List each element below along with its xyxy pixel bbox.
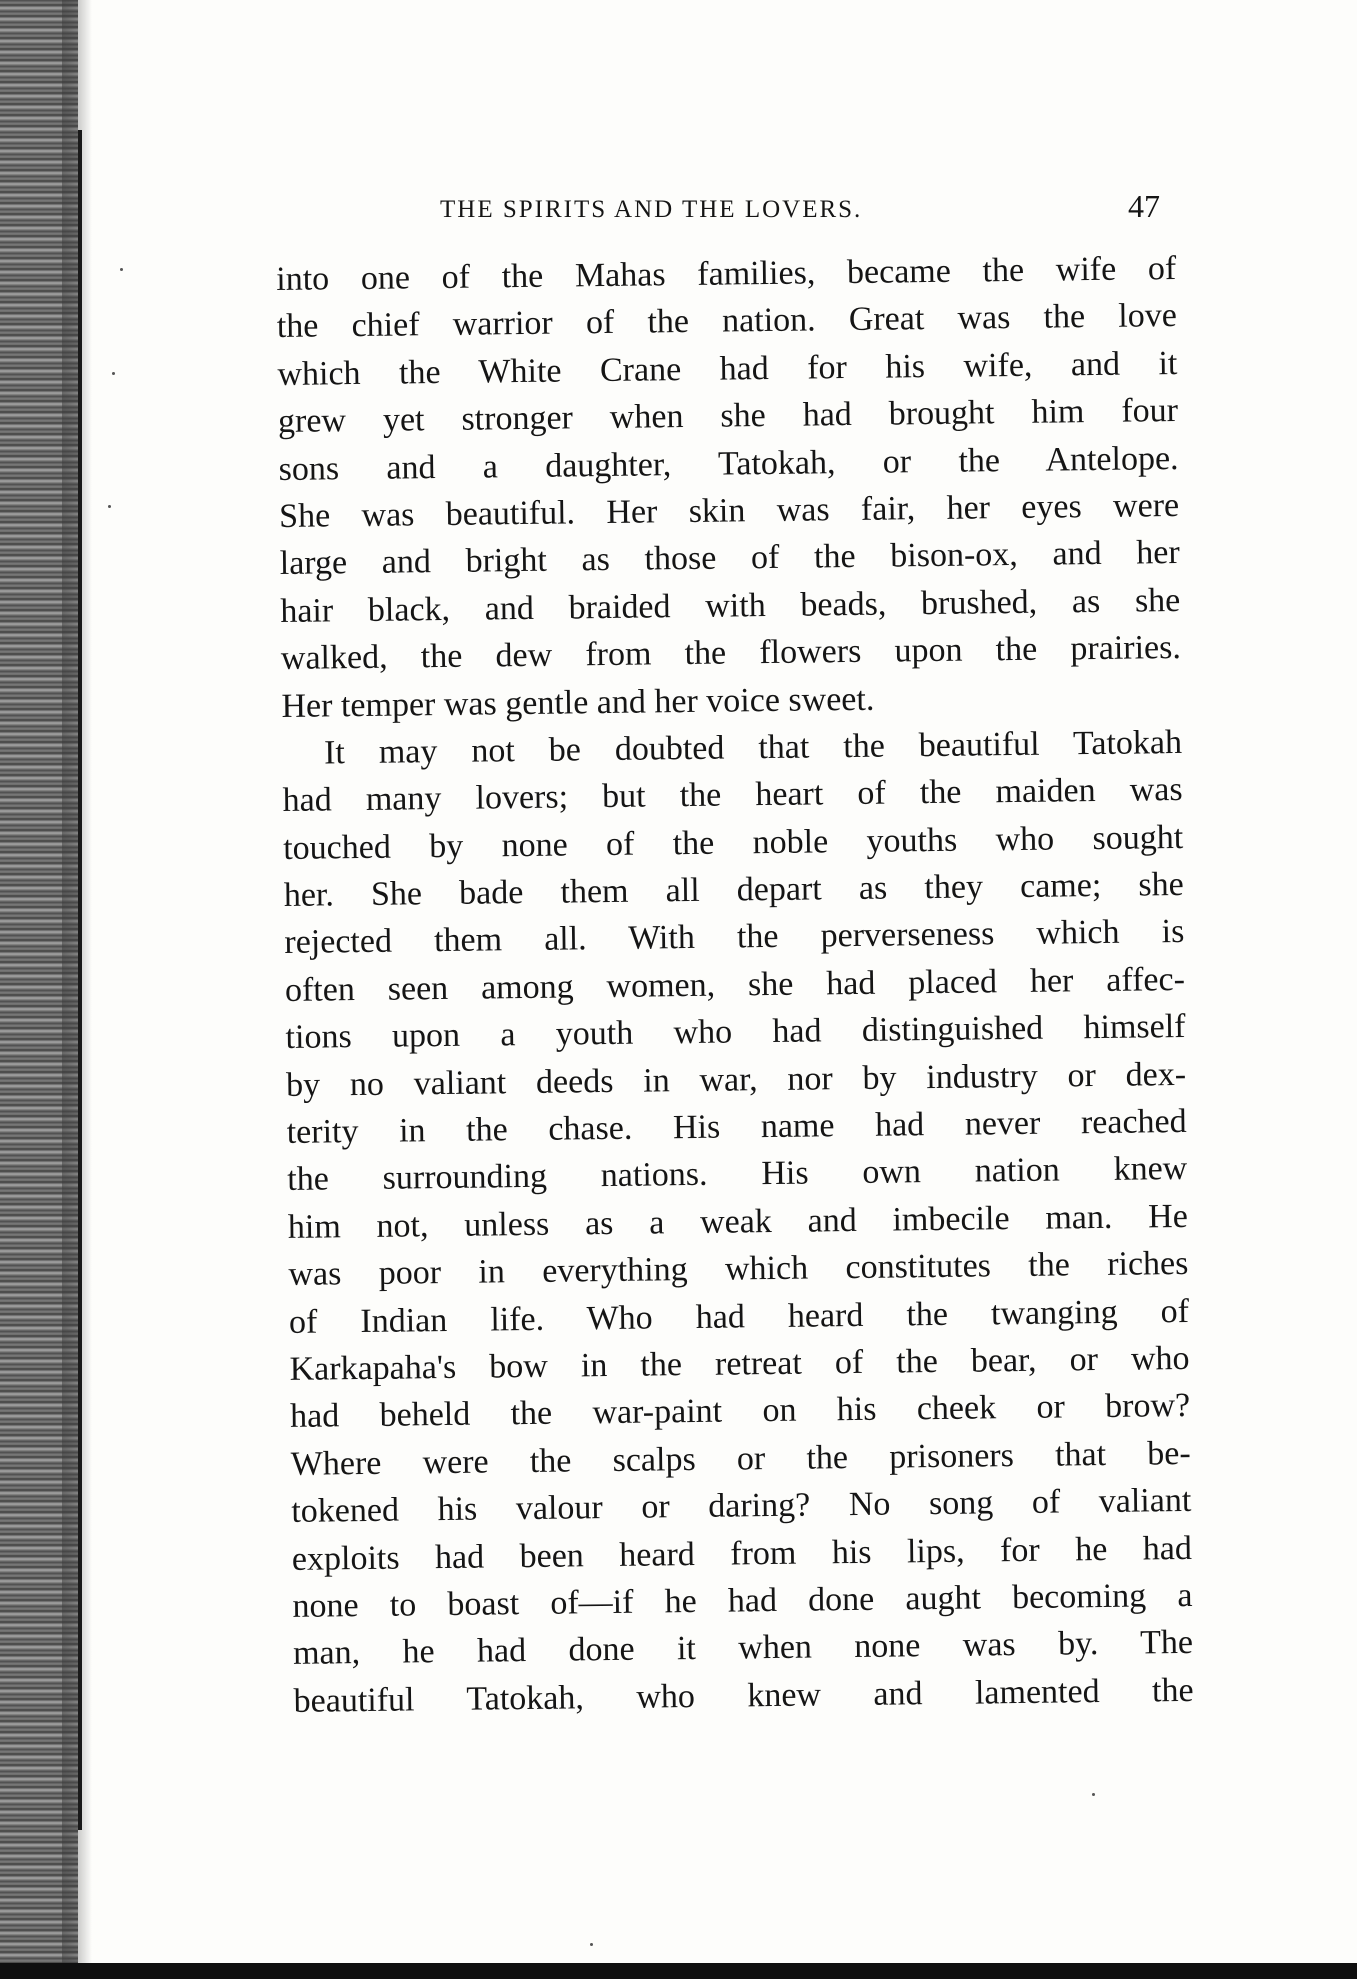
text-line: It may not be doubted that the beautiful Tatokah (323, 723, 1183, 772)
running-head (440, 188, 1160, 225)
binding-shadow (62, 0, 92, 1979)
scan-bottom-edge (0, 1963, 1357, 1979)
scan-speck (590, 1943, 593, 1946)
text-line: Her temper was gentle and her voice sweet. (281, 680, 875, 725)
text-line: walked, the dew from the flowers upon the prairies. (280, 629, 1182, 678)
text-line: tokened his valour or daring? No song of valiant (291, 1482, 1192, 1531)
running-title: THE SPIRITS AND THE LOVERS. (440, 196, 863, 223)
text-line: of Indian life. Who had heard the twanging of (288, 1292, 1190, 1341)
text-line: had many lovers; but the heart of the maiden was (282, 771, 1183, 820)
text-line: terity in the chase. His name had never reached (286, 1102, 1187, 1151)
text-line: had beheld the war-paint on his cheek or brow? (289, 1387, 1191, 1436)
text-line: beautiful Tatokah, who knew and lamented the (293, 1671, 1194, 1720)
paragraph-2 (282, 719, 1194, 1725)
text-line: touched by none of the noble youths who sought (283, 818, 1184, 867)
scan-speck (1092, 1793, 1095, 1796)
page-number: 47 (1128, 188, 1160, 224)
text-line: which the White Crane had for his wife, and it (277, 344, 1178, 393)
text-line: large and bright as those of the bison-ox, and her (279, 534, 1180, 583)
text-line: the chief warrior of the nation. Great was the love (276, 297, 1178, 346)
scan-speck (108, 505, 111, 508)
text-line: the surrounding nations. His own nation knew (287, 1150, 1188, 1199)
text-line: sons and a daughter, Tatokah, or the Antelope. (278, 439, 1179, 488)
text-line: tions upon a youth who had distinguished himself (285, 1008, 1186, 1057)
text-line: often seen among women, she had placed her affec- (284, 960, 1186, 1009)
text-line: Karkapaha's bow in the retreat of the bear, or who (289, 1339, 1190, 1388)
text-line: man, he had done it when none was by. The (292, 1624, 1194, 1673)
paragraph-1 (276, 245, 1182, 730)
text-line: She was beautiful. Her skin was fair, her eyes were (278, 486, 1180, 535)
body-text (276, 245, 1194, 1725)
text-line: by no valiant deeds in war, nor by industry or dex- (285, 1055, 1187, 1104)
text-line: was poor in everything which constitutes the riches (288, 1245, 1189, 1294)
text-line: into one of the Mahas families, became the wife of (276, 250, 1177, 298)
text-line: Where were the scalps or the prisoners that be- (290, 1434, 1191, 1483)
binding-rule (78, 130, 82, 1830)
text-line: rejected them all. With the perverseness which is (284, 913, 1185, 962)
text-line: none to boast of—if he had done aught becoming a (292, 1576, 1193, 1625)
text-line: her. She bade them all depart as they came; she (283, 866, 1184, 915)
scan-speck (112, 372, 115, 375)
text-line: grew yet stronger when she had brought him four (277, 392, 1179, 441)
text-line: exploits had been heard from his lips, for he had (291, 1529, 1193, 1578)
text-line: hair black, and braided with beads, brushed, as she (280, 581, 1181, 630)
text-line: him not, unless as a weak and imbecile man. He (287, 1197, 1189, 1246)
scan-speck (120, 268, 123, 271)
